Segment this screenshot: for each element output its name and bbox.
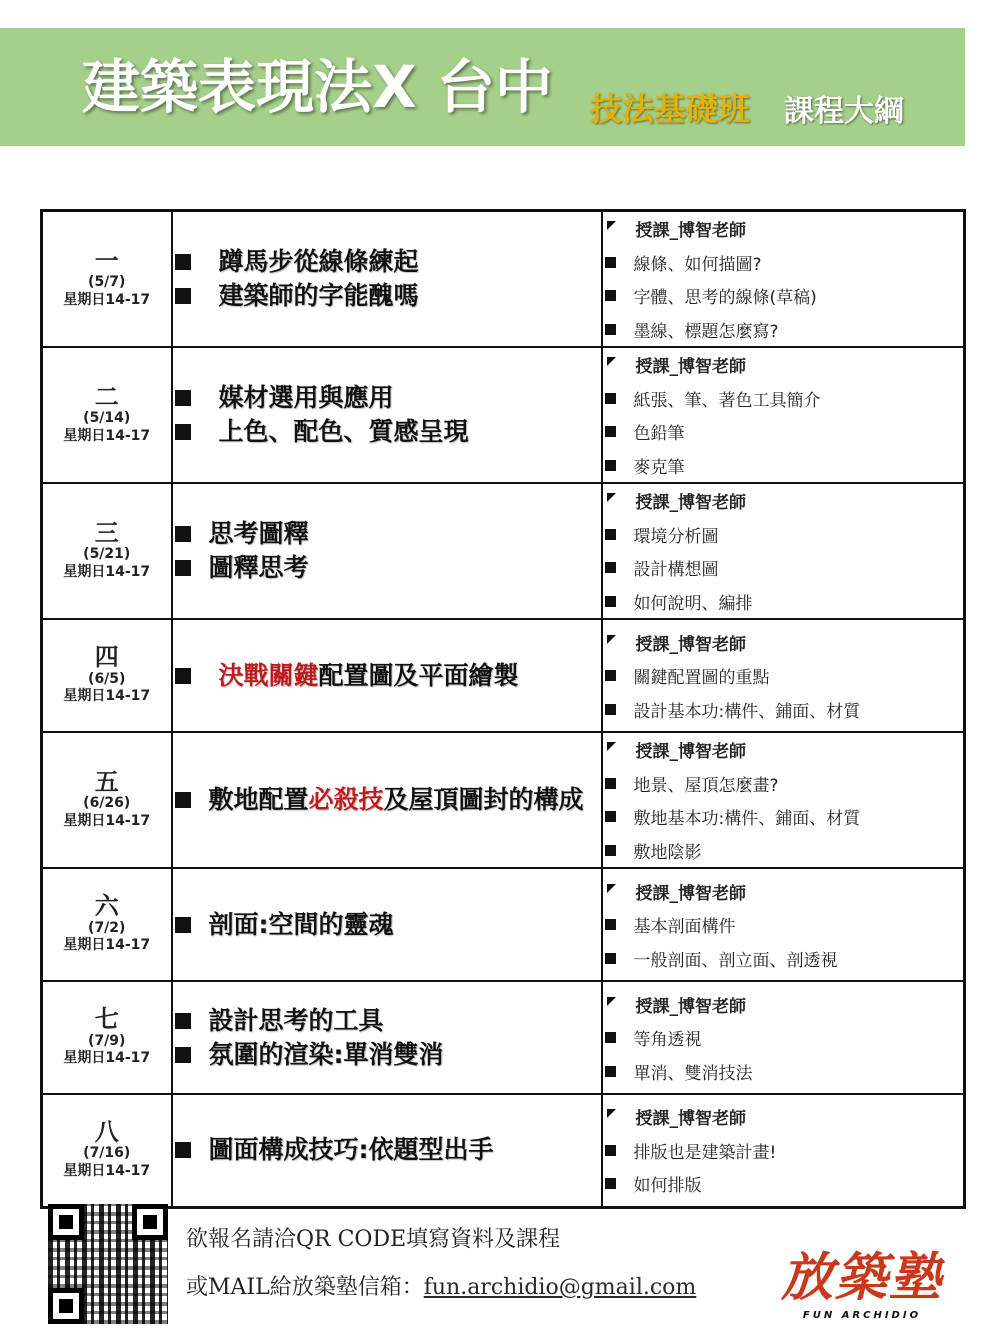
detail-item — [603, 941, 964, 975]
square-bullet-icon — [605, 562, 616, 573]
email-link[interactable]: fun.archidio@gmail.com — [423, 1275, 697, 1300]
detail-text: 一般剖面、剖立面、剖透視 — [633, 950, 838, 971]
session-details-cell — [602, 483, 965, 619]
detail-text: 敷地基本功:構件、鋪面、材質 — [633, 809, 861, 830]
teacher-line — [603, 1100, 964, 1134]
session-row — [42, 483, 965, 619]
topic-segment: 媒材選用與應用 — [218, 383, 394, 412]
session-date: (6/5) — [88, 670, 126, 687]
detail-text: 色鉛筆 — [633, 424, 685, 445]
topic-text — [209, 1038, 444, 1072]
session-date: (7/9) — [88, 1032, 126, 1049]
session-details-cell — [602, 981, 965, 1094]
topic-item — [173, 415, 601, 449]
signup-instruction: 欲報名請洽QR CODE填寫資料及課程 — [186, 1227, 561, 1252]
square-bullet-icon — [605, 393, 616, 404]
detail-item — [603, 449, 964, 483]
square-bullet-icon — [605, 596, 616, 607]
session-number: 一 — [94, 246, 119, 275]
topic-item — [173, 245, 601, 279]
square-bullet-icon — [175, 668, 191, 684]
detail-item — [603, 834, 964, 868]
triangle-bullet-icon — [607, 221, 616, 230]
session-date-cell — [42, 347, 172, 483]
topic-text — [219, 279, 419, 313]
square-bullet-icon — [175, 1013, 191, 1029]
teacher-line — [603, 874, 964, 908]
teacher-name: 授課_博智老師 — [635, 221, 746, 242]
square-bullet-icon — [605, 257, 616, 268]
detail-item — [603, 415, 964, 449]
logo — [762, 1246, 962, 1338]
detail-item — [603, 767, 964, 801]
teacher-name: 授課_博智老師 — [635, 883, 746, 904]
subtitle-accent: 技法基礎班 — [590, 90, 751, 128]
session-details-cell — [602, 347, 965, 483]
session-details-cell — [602, 1094, 965, 1207]
topic-item — [173, 1004, 601, 1038]
topic-segment: 敷地配置 — [208, 785, 309, 814]
session-number: 四 — [94, 643, 119, 672]
square-bullet-icon — [175, 254, 191, 270]
square-bullet-icon — [175, 288, 191, 304]
session-date-cell — [42, 981, 172, 1094]
triangle-bullet-icon — [607, 493, 616, 502]
square-bullet-icon — [175, 1142, 191, 1158]
session-number: 六 — [94, 892, 119, 921]
session-number: 五 — [94, 767, 119, 796]
session-row — [42, 347, 965, 483]
topic-segment: 配置圖及平面繪製 — [318, 660, 519, 690]
teacher-name: 授課_博智老師 — [635, 1109, 746, 1130]
detail-text: 設計基本功:構件、鋪面、材質 — [633, 701, 861, 722]
square-bullet-icon — [605, 811, 616, 822]
session-time: 星期日14-17 — [63, 688, 151, 705]
triangle-bullet-icon — [607, 1109, 616, 1118]
session-topics-cell — [172, 981, 602, 1094]
session-topics-cell — [172, 619, 602, 732]
session-date-cell — [42, 483, 172, 619]
detail-item — [603, 518, 964, 552]
square-bullet-icon — [605, 460, 616, 471]
topic-item — [173, 659, 601, 693]
triangle-bullet-icon — [607, 635, 616, 644]
topic-highlight: 決戰關鍵 — [218, 660, 319, 690]
session-date-cell — [42, 732, 172, 868]
square-bullet-icon — [605, 1032, 616, 1043]
topic-segment: 思考圖釋 — [208, 519, 309, 548]
session-number: 八 — [94, 1118, 119, 1147]
topic-item — [173, 783, 601, 817]
square-bullet-icon — [175, 526, 191, 542]
topic-segment: 圖面構成技巧:依題型出手 — [208, 1135, 494, 1165]
square-bullet-icon — [605, 290, 616, 301]
logo-subtitle: FUN ARCHIDIO — [802, 1310, 922, 1321]
session-date: (6/26) — [83, 795, 131, 812]
topic-item — [173, 381, 601, 415]
detail-text: 等角透視 — [633, 1030, 702, 1050]
detail-text: 紙張、筆、著色工具簡介 — [633, 390, 821, 411]
square-bullet-icon — [175, 390, 191, 406]
session-row — [42, 619, 965, 732]
topic-segment: 上色、配色、質感呈現 — [218, 417, 469, 446]
topic-text — [219, 245, 419, 279]
topic-segment: 氛圍的渲染:單消雙消 — [208, 1039, 444, 1069]
square-bullet-icon — [605, 670, 616, 681]
session-date: (5/7) — [88, 274, 126, 291]
qr-finder-pattern — [132, 1204, 168, 1240]
square-bullet-icon — [175, 792, 191, 808]
detail-text: 環境分析圖 — [633, 526, 719, 547]
teacher-line — [603, 212, 964, 246]
topic-segment: 設計思考的工具 — [208, 1005, 384, 1035]
square-bullet-icon — [605, 1145, 616, 1156]
detail-text: 地景、屋頂怎麼畫? — [633, 775, 779, 796]
detail-item — [603, 279, 964, 313]
square-bullet-icon — [605, 953, 616, 964]
topic-text — [209, 551, 309, 585]
session-date-cell — [42, 1094, 172, 1207]
session-topics-cell — [172, 483, 602, 619]
topic-text — [219, 381, 394, 415]
session-date: (5/21) — [83, 546, 131, 563]
session-time: 星期日14-17 — [63, 812, 151, 829]
square-bullet-icon — [605, 919, 616, 930]
detail-item — [603, 585, 964, 619]
topic-text — [209, 908, 394, 942]
topic-segment: 圖釋思考 — [208, 553, 309, 582]
topic-item — [173, 1038, 601, 1072]
session-details-cell — [602, 732, 965, 868]
detail-item — [603, 1134, 964, 1168]
session-row — [42, 868, 965, 981]
session-row — [42, 211, 965, 348]
square-bullet-icon — [605, 1066, 616, 1077]
topic-text — [209, 517, 309, 551]
detail-item — [603, 908, 964, 942]
page-title: 建築表現法X 台中 — [82, 53, 553, 121]
detail-item — [603, 551, 964, 585]
detail-text: 排版也是建築計畫! — [633, 1142, 777, 1163]
detail-item — [603, 800, 964, 834]
detail-text: 如何排版 — [633, 1176, 702, 1197]
session-details-cell — [602, 211, 965, 348]
teacher-line — [603, 484, 964, 518]
qr-code[interactable] — [48, 1204, 168, 1324]
topic-segment: 剖面:空間的靈魂 — [208, 909, 394, 939]
session-time: 星期日14-17 — [63, 1162, 151, 1179]
topic-text — [219, 659, 519, 693]
session-topics-cell — [172, 732, 602, 868]
signup-mail-line — [186, 1270, 696, 1301]
teacher-name: 授課_博智老師 — [635, 357, 746, 378]
triangle-bullet-icon — [607, 884, 616, 893]
qr-finder-pattern — [48, 1204, 84, 1240]
teacher-name: 授課_博智老師 — [635, 996, 746, 1017]
teacher-line — [603, 625, 964, 659]
detail-item — [603, 1054, 964, 1088]
session-time: 星期日14-17 — [63, 937, 151, 954]
teacher-line — [603, 348, 964, 382]
square-bullet-icon — [605, 426, 616, 437]
detail-item — [603, 382, 964, 416]
course-schedule-table — [40, 209, 966, 1209]
square-bullet-icon — [175, 560, 191, 576]
detail-text: 如何說明、編排 — [633, 593, 753, 614]
detail-text: 基本剖面構件 — [633, 917, 736, 937]
detail-text: 墨線、標題怎麼寫? — [633, 321, 779, 342]
detail-text: 麥克筆 — [633, 457, 685, 478]
session-topics-cell — [172, 868, 602, 981]
square-bullet-icon — [605, 704, 616, 715]
topic-text — [209, 783, 584, 817]
signup-mail-prefix: 或MAIL給放築塾信箱： — [186, 1275, 424, 1300]
detail-text: 單消、雙消技法 — [633, 1063, 753, 1084]
topic-text — [219, 415, 469, 449]
teacher-line — [603, 987, 964, 1021]
session-date: (5/14) — [83, 410, 131, 427]
session-date-cell — [42, 619, 172, 732]
detail-item — [603, 659, 964, 693]
logo-mark: 放築塾 — [780, 1247, 943, 1308]
session-date: (7/2) — [88, 919, 126, 936]
session-row — [42, 732, 965, 868]
topic-item — [173, 551, 601, 585]
session-topics-cell — [172, 347, 602, 483]
topic-text — [209, 1004, 384, 1038]
session-time: 星期日14-17 — [63, 291, 151, 308]
square-bullet-icon — [605, 324, 616, 335]
qr-finder-pattern — [48, 1288, 84, 1324]
footer — [0, 1196, 1008, 1344]
session-number: 七 — [94, 1005, 119, 1034]
teacher-name: 授課_博智老師 — [635, 634, 746, 655]
teacher-name: 授課_博智老師 — [635, 742, 746, 763]
detail-text: 敷地陰影 — [633, 842, 702, 863]
topic-highlight: 必殺技 — [308, 785, 384, 814]
session-row — [42, 1094, 965, 1207]
triangle-bullet-icon — [607, 742, 616, 751]
detail-item — [603, 1021, 964, 1055]
topic-item — [173, 279, 601, 313]
session-details-cell — [602, 868, 965, 981]
topic-item — [173, 908, 601, 942]
detail-text: 線條、如何描圖? — [633, 254, 762, 275]
detail-item — [603, 246, 964, 280]
square-bullet-icon — [605, 845, 616, 856]
session-time: 星期日14-17 — [63, 1050, 151, 1067]
square-bullet-icon — [175, 424, 191, 440]
detail-text: 關鍵配置圖的重點 — [633, 668, 770, 688]
session-topics-cell — [172, 211, 602, 348]
detail-text: 設計構想圖 — [633, 560, 719, 581]
session-number: 二 — [94, 382, 119, 411]
topic-segment: 及屋頂圖封的構成 — [383, 785, 584, 814]
topic-segment: 建築師的字能醜嗎 — [218, 281, 419, 310]
title-banner — [0, 28, 965, 146]
session-details-cell — [602, 619, 965, 732]
topic-text — [209, 1133, 494, 1167]
topic-item — [173, 517, 601, 551]
session-date-cell — [42, 868, 172, 981]
detail-text: 字體、思考的線條(草稿) — [633, 288, 817, 309]
session-date: (7/16) — [83, 1145, 131, 1162]
session-date-cell — [42, 211, 172, 348]
session-time: 星期日14-17 — [63, 563, 151, 580]
square-bullet-icon — [605, 1178, 616, 1189]
teacher-line — [603, 733, 964, 767]
triangle-bullet-icon — [607, 357, 616, 366]
topic-segment: 蹲馬步從線條練起 — [218, 247, 419, 276]
detail-item — [603, 692, 964, 726]
square-bullet-icon — [605, 778, 616, 789]
session-number: 三 — [94, 518, 119, 547]
session-topics-cell — [172, 1094, 602, 1207]
session-row — [42, 981, 965, 1094]
triangle-bullet-icon — [607, 997, 616, 1006]
square-bullet-icon — [175, 1047, 191, 1063]
session-time: 星期日14-17 — [63, 427, 151, 444]
schedule-body — [42, 211, 965, 1208]
detail-item — [603, 313, 964, 347]
square-bullet-icon — [605, 529, 616, 540]
teacher-name: 授課_博智老師 — [635, 493, 746, 514]
square-bullet-icon — [175, 917, 191, 933]
topic-item — [173, 1133, 601, 1167]
subtitle-plain: 課程大綱 — [784, 94, 904, 129]
